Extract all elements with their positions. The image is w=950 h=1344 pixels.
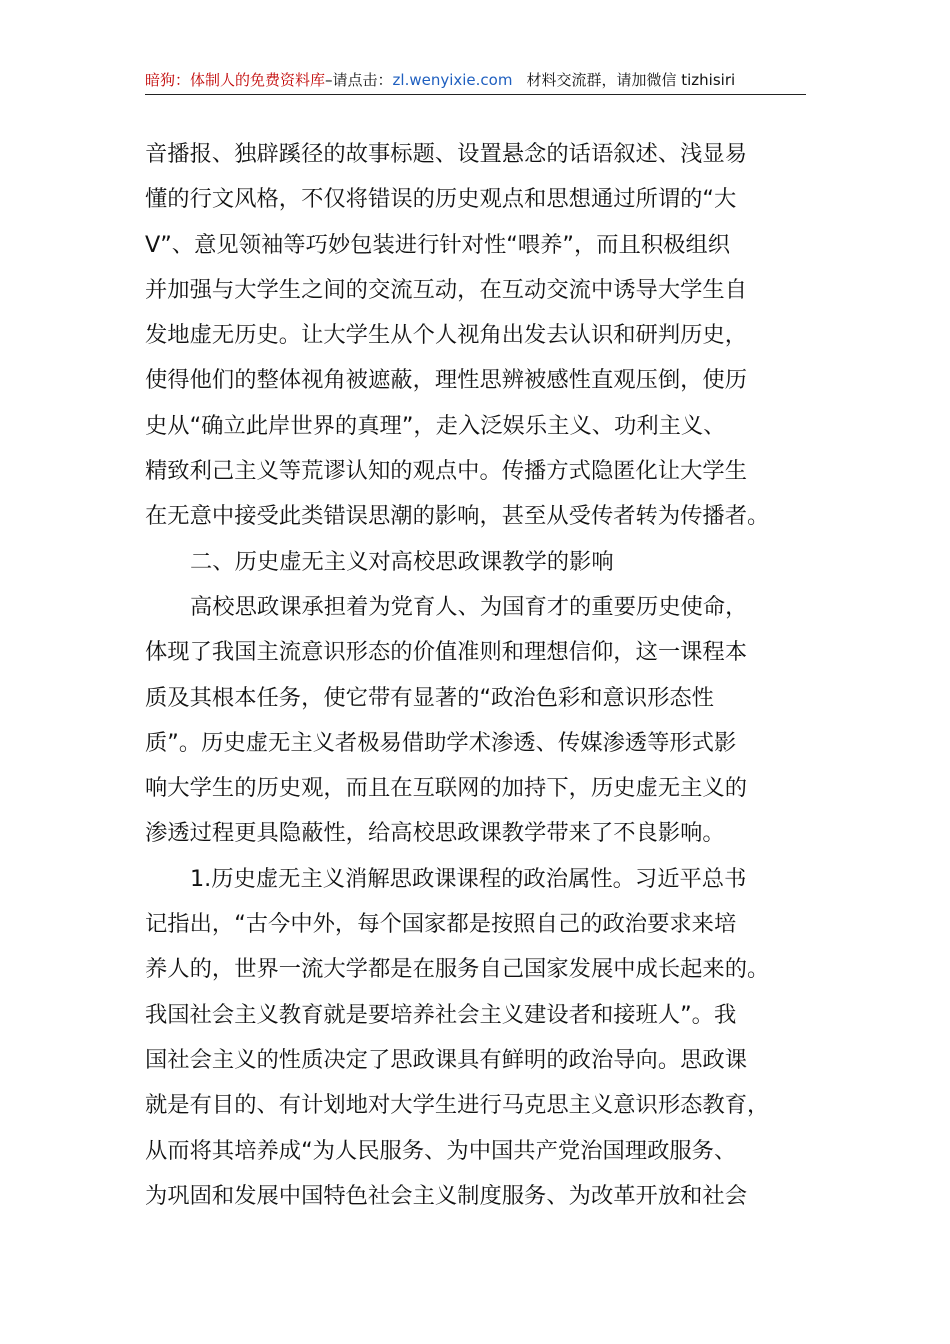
text-line: 史从“确立此岸世界的真理”，走入泛娱乐主义、功利主义、 <box>145 412 726 439</box>
text-line: 高校思政课承担着为党育人、为国育才的重要历史使命， <box>190 593 748 620</box>
text-line: 质”。历史虚无主义者极易借助学术渗透、传媒渗透等形式影 <box>145 729 737 756</box>
text-line: 精致利己主义等荒谬认知的观点中。传播方式隐匿化让大学生 <box>145 458 748 485</box>
text-line: 在无意中接受此类错误思潮的影响，甚至从受传者转为传播者。 <box>145 503 770 530</box>
document-body <box>145 132 810 1219</box>
text-line: 记指出，“古今中外，每个国家都是按照自己的政治要求来培 <box>145 911 737 938</box>
header-click-prompt: –请点击： <box>325 71 393 89</box>
section-heading: 二、历史虚无主义对高校思政课教学的影响 <box>190 548 614 575</box>
text-line: 质及其根本任务，使它带有显著的“政治色彩和意识形态性 <box>145 684 714 711</box>
text-line: 响大学生的历史观，而且在互联网的加持下，历史虚无主义的 <box>145 775 748 802</box>
text-line: V”、意见领袖等巧妙包装进行针对性“喂养”，而且积极组织 <box>145 231 731 258</box>
text-line: 渗透过程更具隐蔽性，给高校思政课教学带来了不良影响。 <box>145 820 725 847</box>
subsection-heading: 1.历史虚无主义消解思政课课程的政治属性。习近平总书 <box>190 865 747 892</box>
text-line: 我国社会主义教育就是要培养社会主义建设者和接班人”。我 <box>145 1001 737 1028</box>
header-wechat: 材料交流群，请加微信 tizhisiri <box>526 71 736 89</box>
text-line: 发地虚无历史。让大学生从个人视角出发去认识和研判历史， <box>145 322 748 349</box>
text-line: 养人的，世界一流大学都是在服务自己国家发展中成长起来的。 <box>145 956 770 983</box>
text-line: 使得他们的整体视角被遮蔽，理性思辨被感性直观压倒，使历 <box>145 367 748 394</box>
text-line: 为巩固和发展中国特色社会主义制度服务、为改革开放和社会 <box>145 1182 748 1209</box>
text-line: 体现了我国主流意识形态的价值准则和理想信仰，这一课程本 <box>145 639 748 666</box>
header-brand: 暗狗：体制人的免费资料库 <box>145 71 326 89</box>
page-header <box>145 66 806 95</box>
text-line: 懂的行文风格，不仅将错误的历史观点和思想通过所谓的“大 <box>145 186 737 213</box>
text-line: 并加强与大学生之间的交流互动，在互动交流中诱导大学生自 <box>145 276 748 303</box>
text-line: 从而将其培养成“为人民服务、为中国共产党治国理政服务、 <box>145 1137 737 1164</box>
text-line: 音播报、独辟蹊径的故事标题、设置悬念的话语叙述、浅显易 <box>145 141 748 167</box>
text-line: 就是有目的、有计划地对大学生进行马克思主义意识形态教育， <box>145 1092 770 1119</box>
header-link[interactable]: zl.wenyixie.com <box>392 71 513 89</box>
text-line: 国社会主义的性质决定了思政课具有鲜明的政治导向。思政课 <box>145 1046 748 1073</box>
